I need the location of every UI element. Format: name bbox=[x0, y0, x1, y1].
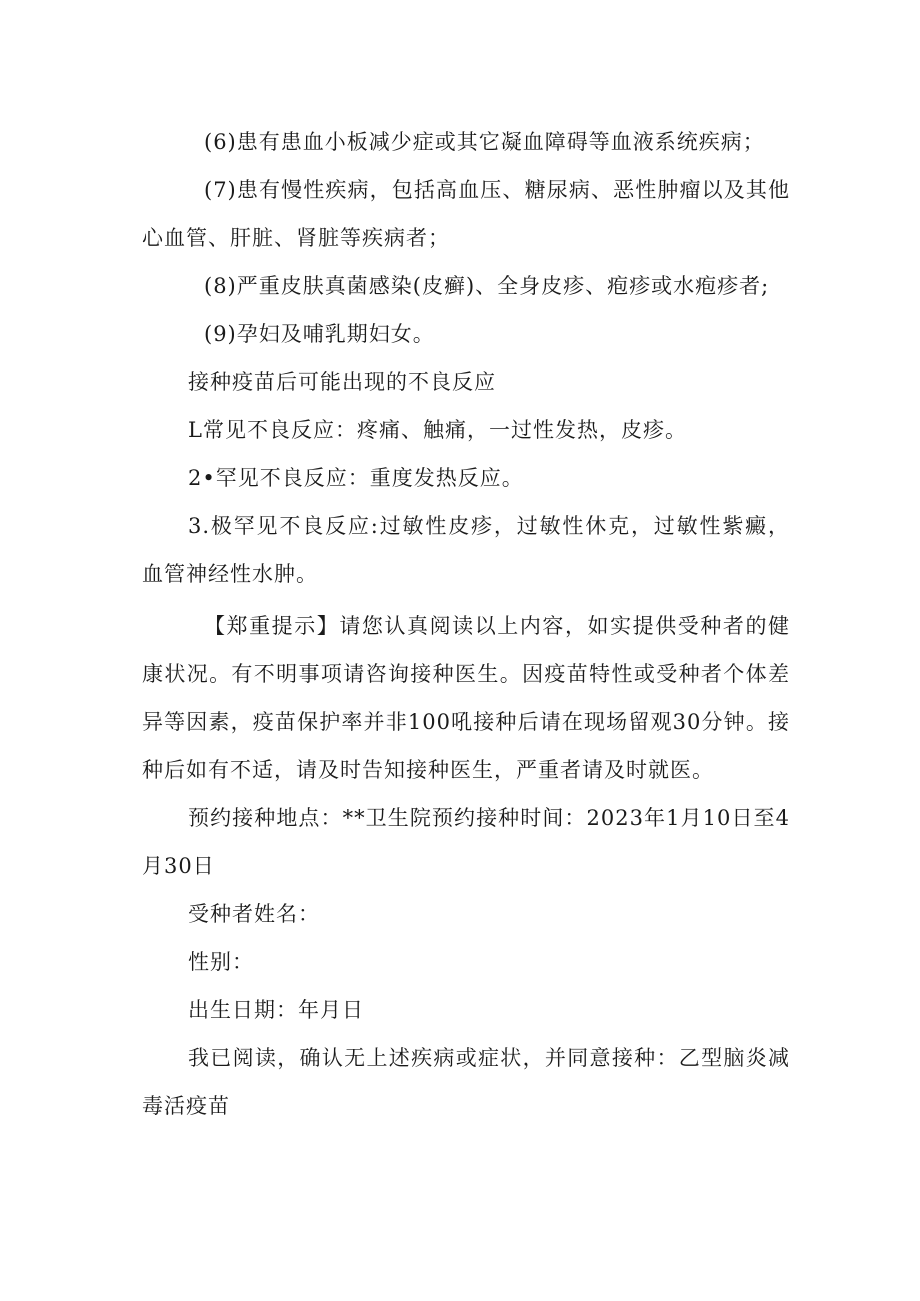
contraindication-7: (7)患有慢性疾病，包括高血压、糖尿病、恶性肿瘤以及其他心血管、肝脏、肾脏等疾病者； bbox=[142, 178, 790, 250]
appointment-info: 预约接种地点：**卫生院预约接种时间：2023年1月10日至4月30日 bbox=[142, 806, 790, 878]
rare-reactions: 2•罕见不良反应：重度发热反应。 bbox=[188, 466, 524, 490]
common-reactions: L常见不良反应：疼痛、触痛，一过性发热，皮疹。 bbox=[188, 418, 687, 442]
document-body bbox=[142, 118, 790, 1130]
recipient-name-field: 受种者姓名： bbox=[188, 902, 320, 926]
consent-statement: 我已阅读，确认无上述疾病或症状，并同意接种：乙型脑炎减毒活疫苗 bbox=[142, 1046, 790, 1118]
important-notice: 【郑重提示】请您认真阅读以上内容，如实提供受种者的健康状况。有不明事项请咨询接种医生。因疫苗特性或受种者个体差异等因素，疫苗保护率并非100吼接种后请在现场留观30分钟。接种后如有不适，请及时告知接种医生，严重者请及时就医。 bbox=[142, 614, 790, 782]
very-rare-reactions: 3.极罕见不良反应:过敏性皮疹，过敏性休克，过敏性紫癜，血管神经性水肿。 bbox=[142, 514, 790, 586]
contraindication-9: (9)孕妇及哺乳期妇女。 bbox=[204, 322, 435, 346]
gender-field: 性别： bbox=[188, 950, 254, 974]
contraindication-8: (8)严重皮肤真菌感染(皮癣)、全身皮疹、疱疹或水疱疹者; bbox=[204, 274, 770, 298]
birth-date-field: 出生日期：年月日 bbox=[188, 998, 364, 1022]
contraindication-6: (6)患有患血小板减少症或其它凝血障碍等血液系统疾病； bbox=[204, 130, 765, 154]
adverse-reactions-heading: 接种疫苗后可能出现的不良反应 bbox=[188, 370, 496, 394]
